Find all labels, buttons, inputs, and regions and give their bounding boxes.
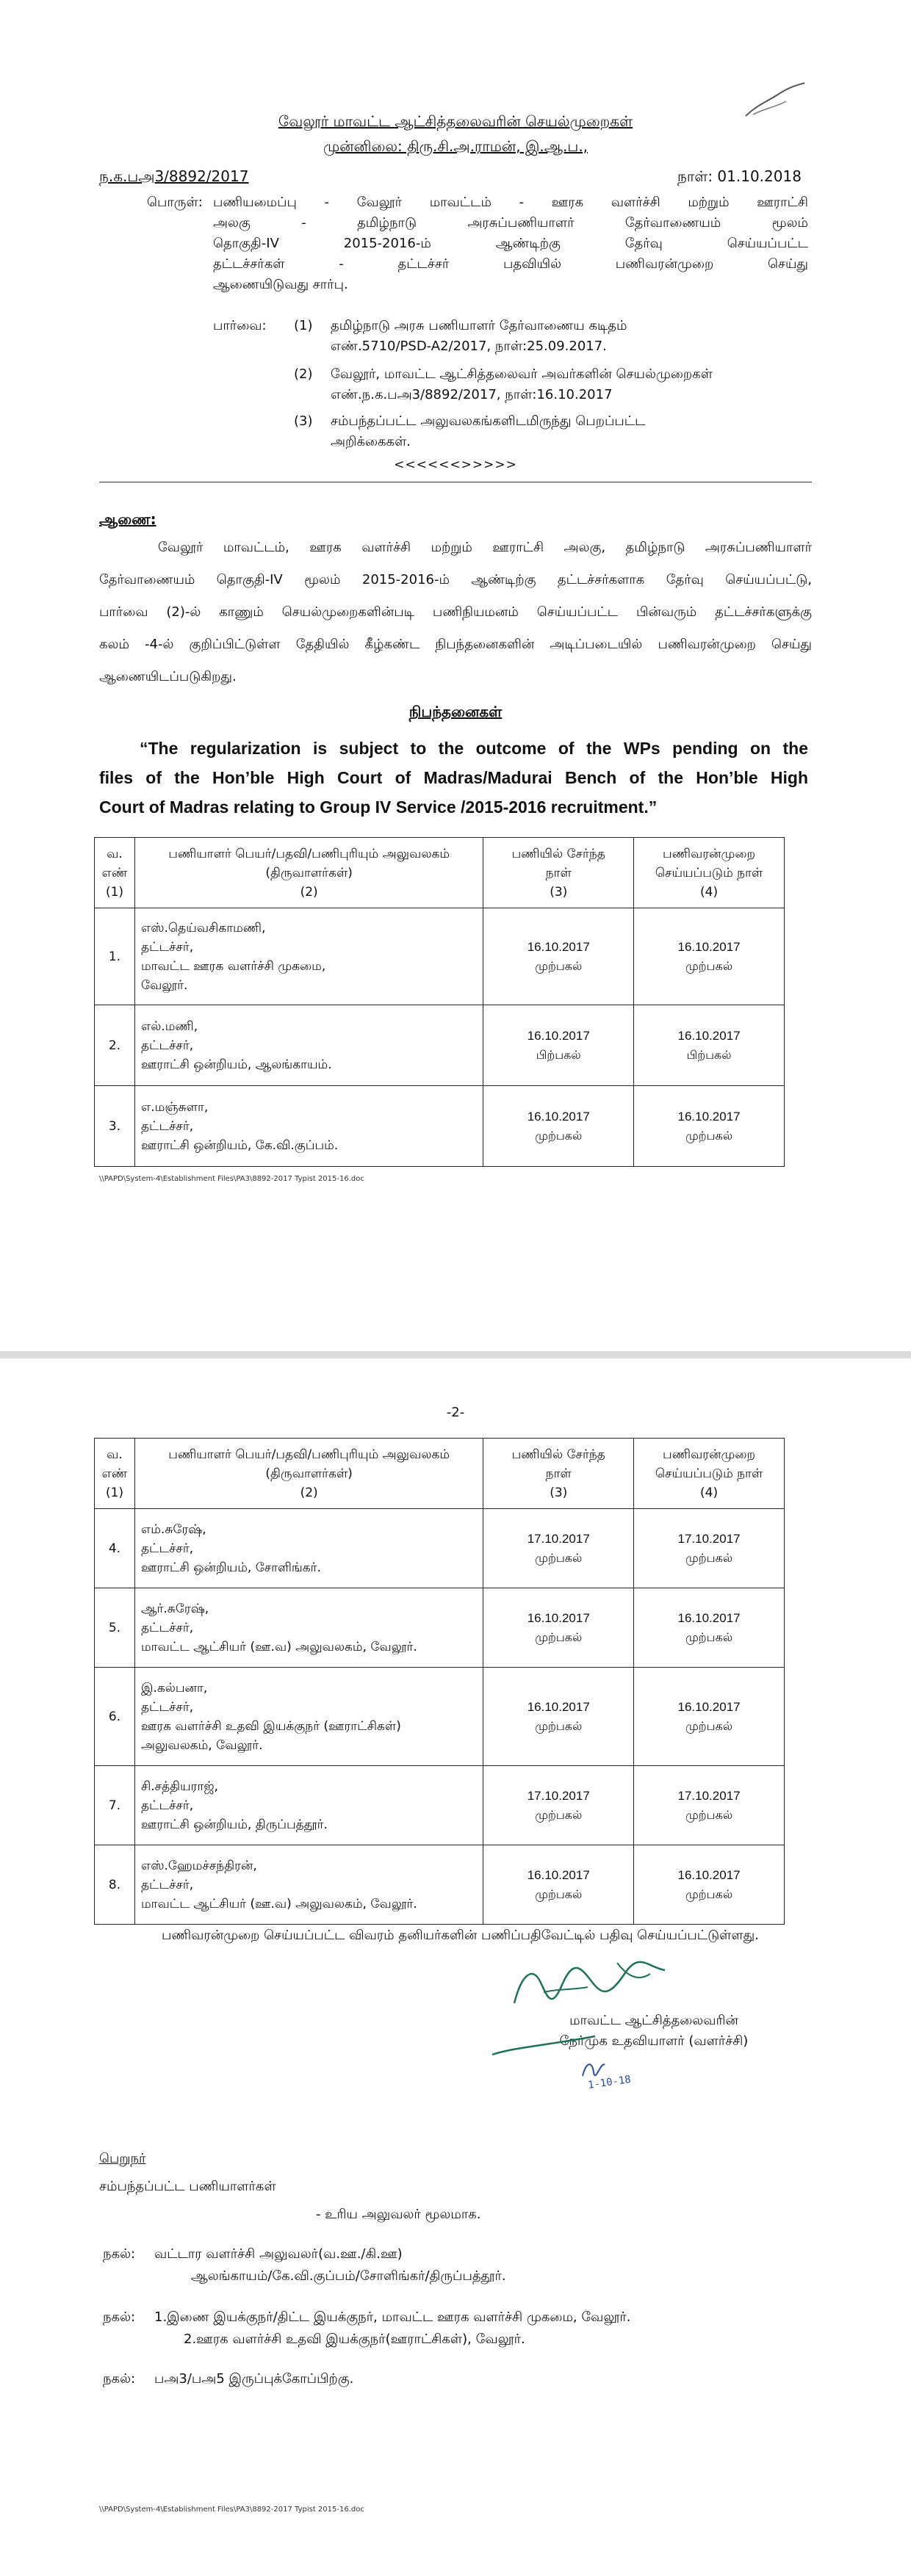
row-employee: சி.சத்தியராஜ், தட்டச்சர், ஊராட்சி ஒன்றியம், திருப்பத்தூர்.	[134, 1766, 483, 1845]
reference-line: தமிழ்நாடு அரசு பணியாளர் தேர்வாணைய கடிதம்	[331, 318, 627, 333]
signature-icon	[500, 1952, 676, 2018]
col-header-name: பணியாளர் பெயர்/பதவி/பணிபுரியும் அலுவலகம் (திருவாளர்கள்) (2)	[134, 1439, 483, 1509]
row-regularized-date: 16.10.2017 முற்பகல்	[634, 1845, 785, 1925]
file-path-footer: \\PAPD\System-4\Establishment Files\PA3\8892-2017 Typist 2015-16.doc	[99, 2506, 364, 2514]
order-line: பார்வை (2)-ல் காணும் செயல்முறைகளின்படி பணிநியமனம் செய்யப்பட்ட பின்வரும் தட்டச்சர்களுக்கு	[99, 604, 812, 620]
col-header-name: பணியாளர் பெயர்/பதவி/பணிபுரியும் அலுவலகம் (திருவாளர்கள்) (2)	[134, 838, 483, 908]
row-joined-date: 16.10.2017 முற்பகல்	[483, 1668, 634, 1766]
order-line: ஆணையிடப்படுகிறது.	[99, 669, 237, 684]
table-row	[95, 1845, 785, 1925]
conditions-heading: நிபந்தனைகள்	[408, 703, 503, 720]
row-employee: எஸ்.தெய்வசிகாமணி, தட்டச்சர், மாவட்ட ஊரக வளர்ச்சி முகமை, வேலூர்.	[134, 908, 483, 1005]
signatory-line-2: நேர்முக உதவியாளர் (வளர்ச்சி)	[559, 2033, 749, 2049]
copy-line: ஆலங்காயம்/கே.வி.குப்பம்/சோளிங்கர்/திருப்பத்தூர்.	[191, 2268, 506, 2284]
row-sno: 2.	[95, 1005, 135, 1086]
reference-number-3: (3)	[294, 413, 313, 429]
table-row	[95, 1086, 785, 1167]
reference-line: அறிக்கைகள்.	[331, 434, 411, 449]
col-header-joined: பணியில் சேர்ந்த நாள் (3)	[483, 838, 634, 908]
col-header-regularized: பணிவரன்முறை செய்யப்படும் நாள் (4)	[634, 1439, 785, 1509]
col-header-regularized: பணிவரன்முறை செய்யப்படும் நாள் (4)	[634, 838, 785, 908]
row-regularized-date: 16.10.2017 முற்பகல்	[634, 1668, 785, 1766]
initials-icon	[579, 2058, 608, 2080]
row-sno: 6.	[95, 1668, 135, 1766]
page-number: -2-	[446, 1405, 465, 1420]
table-row	[95, 1668, 785, 1766]
row-employee: எம்.சுரேஷ், தட்டச்சர், ஊராட்சி ஒன்றியம், சோளிங்கர்.	[134, 1509, 483, 1588]
col-header-sno: வ. எண் (1)	[95, 838, 135, 908]
row-regularized-date: 16.10.2017 முற்பகல்	[634, 1086, 785, 1167]
order-heading: ஆணை:	[99, 510, 156, 528]
row-sno: 4.	[95, 1509, 135, 1588]
presence-line: முன்னிலை: திரு.சி.அ.ராமன், இ.ஆ.ப.,	[323, 137, 588, 155]
recipient-via: - உரிய அலுவலர் மூலமாக.	[316, 2207, 481, 2222]
subject-line: அலகு - தமிழ்நாடு அரசுப்பணியாளர் தேர்வாணையம் மூலம்	[213, 215, 808, 231]
references-label: பார்வை:	[213, 318, 267, 333]
closing-note: பணிவரன்முறை செய்யப்பட்ட விவரம் தனியர்களின் பணிப்பதிவேட்டில் பதிவு செய்யப்பட்டுள்ளது.	[162, 1928, 759, 1943]
copy-label: நகல்:	[103, 2309, 136, 2325]
table-row	[95, 1509, 785, 1588]
order-line: தேர்வாணையம் தொகுதி-IV மூலம் 2015-2016-ம் ஆண்டிற்கு தட்டச்சர்களாக தேர்வு செய்யப்பட்டு,	[99, 572, 812, 587]
office-heading: வேலூர் மாவட்ட ஆட்சித்தலைவரின் செயல்முறைகள்	[278, 112, 633, 130]
reference-line: சம்பந்தப்பட்ட அலுவலகங்களிடமிருந்து பெறப்பட்ட	[331, 413, 646, 429]
subject-line: தொகுதி-IV 2015-2016-ம் ஆண்டிற்கு தேர்வு செய்யப்பட்ட	[213, 236, 808, 251]
row-employee: ஆர்.சுரேஷ், தட்டச்சர், மாவட்ட ஆட்சியர் (ஊ.வ) அலுவலகம், வேலூர்.	[134, 1588, 483, 1668]
subject-label: பொருள்:	[147, 195, 203, 210]
row-regularized-date: 17.10.2017 முற்பகல்	[634, 1509, 785, 1588]
row-sno: 5.	[95, 1588, 135, 1668]
initial-date: 1-10-18	[587, 2073, 632, 2092]
table-row	[95, 1766, 785, 1845]
order-line: வேலூர் மாவட்டம், ஊரக வளர்ச்சி மற்றும் ஊராட்சி அலகு, தமிழ்நாடு அரசுப்பணியாளர்	[158, 540, 812, 555]
reference-line: வேலூர், மாவட்ட ஆட்சித்தலைவர் அவர்களின் செயல்முறைகள்	[331, 366, 713, 382]
table-header-row	[95, 838, 785, 908]
col-header-joined: பணியில் சேர்ந்த நாள் (3)	[483, 1439, 634, 1509]
typist-table-page-2	[94, 1438, 785, 1925]
condition-quote-line: “The regularization is subject to the outcome of the WPs pending on the	[140, 739, 808, 758]
document-page-2	[0, 1358, 911, 2576]
reference-number-2: (2)	[294, 366, 313, 382]
signatory-line-1: மாவட்ட ஆட்சித்தலைவரின்	[569, 2013, 738, 2028]
row-regularized-date: 16.10.2017 முற்பகல்	[634, 1588, 785, 1668]
condition-quote-line: files of the Hon’ble High Court of Madras/Madurai Bench of the Hon’ble High	[99, 768, 808, 787]
copy-line: பஅ3/பஅ5 இருப்புக்கோப்பிற்கு.	[154, 2371, 354, 2387]
row-regularized-date: 16.10.2017 முற்பகல்	[634, 908, 785, 1005]
table-row	[95, 1588, 785, 1668]
copy-label: நகல்:	[103, 2371, 136, 2387]
row-joined-date: 16.10.2017 முற்பகல்	[483, 1845, 634, 1925]
row-joined-date: 16.10.2017 பிற்பகல்	[483, 1005, 634, 1086]
references-separator: <<<<<<>>>>>	[394, 457, 517, 472]
copy-line: வட்டார வளர்ச்சி அலுவலர்(வ.ஊ./கி.ஊ)	[154, 2246, 403, 2262]
subject-line: தட்டச்சர்கள் - தட்டச்சர் பதவியில் பணிவரன்முறை செய்து	[213, 256, 808, 272]
condition-quote-line: Court of Madras relating to Group IV Service /2015-2016 recruitment.”	[99, 797, 658, 817]
file-path-footer: \\PAPD\System-4\Establishment Files\PA3\8892-2017 Typist 2015-16.doc	[99, 1175, 364, 1183]
row-joined-date: 17.10.2017 முற்பகல்	[483, 1766, 634, 1845]
row-regularized-date: 17.10.2017 முற்பகல்	[634, 1766, 785, 1845]
row-sno: 7.	[95, 1766, 135, 1845]
row-joined-date: 17.10.2017 முற்பகல்	[483, 1509, 634, 1588]
reference-line: எண்.5710/PSD-A2/2017, நாள்:25.09.2017.	[331, 339, 607, 354]
col-header-sno: வ. எண் (1)	[95, 1439, 135, 1509]
table-header-row	[95, 1439, 785, 1509]
row-employee: இ.கல்பனா, தட்டச்சர், ஊரக வளர்ச்சி உதவி இயக்குநர் (ஊராட்சிகள்) அலுவலகம், வேலூர்.	[134, 1668, 483, 1766]
reference-number: ந.க.பஅ3/8892/2017	[99, 167, 249, 185]
recipient-line: சம்பந்தப்பட்ட பணியாளர்கள்	[99, 2179, 276, 2194]
row-joined-date: 16.10.2017 முற்பகல்	[483, 908, 634, 1005]
row-regularized-date: 16.10.2017 பிற்பகல்	[634, 1005, 785, 1086]
subject-line: பணியமைப்பு - வேலூர் மாவட்டம் - ஊரக வளர்ச்சி மற்றும் ஊராட்சி	[213, 195, 808, 210]
recipient-label: பெறுநர்	[99, 2151, 146, 2166]
row-joined-date: 16.10.2017 முற்பகல்	[483, 1588, 634, 1668]
row-sno: 1.	[95, 908, 135, 1005]
order-line: கலம் -4-ல் குறிப்பிட்டுள்ள தேதியில் கீழ்கண்ட நிபந்தனைகளின் அடிப்படையில் பணிவரன்முறை செய்து	[99, 637, 812, 652]
typist-table-page-1	[94, 837, 785, 1167]
row-joined-date: 16.10.2017 முற்பகல்	[483, 1086, 634, 1167]
subject-line: ஆணையிடுவது சார்பு.	[213, 277, 348, 292]
reference-line: எண்.ந.க.பஅ3/8892/2017, நாள்:16.10.2017	[331, 387, 613, 402]
copy-label: நகல்:	[103, 2246, 136, 2262]
row-employee: எல்.மணி, தட்டச்சர், ஊராட்சி ஒன்றியம், ஆலங்காயம்.	[134, 1005, 483, 1086]
order-date: நாள்: 01.10.2018	[677, 167, 802, 185]
table-row	[95, 908, 785, 1005]
row-employee: எ.மஞ்சுளா, தட்டச்சர், ஊராட்சி ஒன்றியம், கே.வி.குப்பம்.	[134, 1086, 483, 1167]
copy-line: 2.ஊரக வளர்ச்சி உதவி இயக்குநர்(ஊராட்சிகள்), வேலூர்.	[184, 2331, 525, 2347]
reference-number-1: (1)	[294, 318, 313, 333]
table-row	[95, 1005, 785, 1086]
row-employee: எஸ்.ஹேமச்சந்திரன், தட்டச்சர், மாவட்ட ஆட்சியர் (ஊ.வ) அலுவலகம், வேலூர்.	[134, 1845, 483, 1925]
copy-line: 1.இணை இயக்குநர்/திட்ட இயக்குநர், மாவட்ட ஊரக வளர்ச்சி முகமை, வேலூர்.	[154, 2309, 631, 2325]
row-sno: 8.	[95, 1845, 135, 1925]
row-sno: 3.	[95, 1086, 135, 1167]
